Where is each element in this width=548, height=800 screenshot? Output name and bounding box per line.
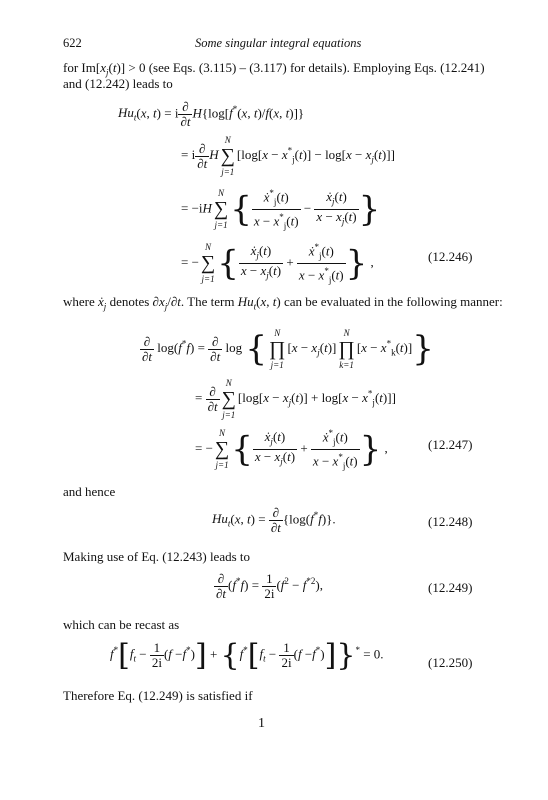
page-fragment: 1: [258, 716, 265, 731]
therefore-text: Therefore Eq. (12.249) is satisfied if: [63, 688, 253, 703]
eq-number-250: (12.250): [428, 655, 473, 670]
eq-number-247: (12.247): [428, 437, 473, 452]
making-use-text: Making use of Eq. (12.243) leads to: [63, 549, 251, 564]
para1-line2: and (12.242) leads to: [63, 76, 173, 91]
eq-number-248: (12.248): [428, 514, 473, 529]
para2: where ẋ$_j$ denotes $\partial x_j/\partial t$. The term $Hu_t(x$, t) can be evaluated in the following manner:: [63, 294, 503, 312]
eq247-line2: = $\frac{\partial}{\partial t}$ N ∑ j=1 $[\log[x - x_j(t)] + \log[x - x^*_j(t)]]$: [195, 378, 396, 420]
eq250: $f^*[f_t$ − $\frac{1}{2i}$ $(f -f^*)] + \{f^*[f_t$ − $\frac{1}{2i}$ (f −f*)]}* = 0.: [110, 638, 384, 673]
page-number: 622: [63, 36, 82, 50]
eq247-line1: $\frac{\partial}{\partial t}$ log(f*f) = $\frac{\partial}{\partial t}$ log { N ∏ j=1 $[x - x_j(t)]$ N ∏ k=1 $[x - x^*_k(t)]$}: [142, 328, 434, 370]
eq246-line4: = − N ∑ j=1 { $\frac{ẋ_j(t)}{x - x_j(t)}$ + $\frac{ẋ^*_j(t)}{x - x^*_j(t)}$ } ,: [181, 242, 374, 285]
eq246-line1: $Hu_t(x$, t) = i $\frac{\partial}{\partial t}$ H{log[f*(x, t)/f(x, t)]}: [118, 99, 305, 129]
eq247-line3: = − N ∑ j=1 { $\frac{ẋ_j(t)}{x - x_j(t)}$ + $\frac{ẋ^*_j(t)}{x - x^*_j(t)}$ } ,: [195, 428, 388, 471]
and-hence-text: and hence: [63, 484, 116, 499]
para1-line1: for $Im[x_j(t)] > 0$ (see Eqs. (3.115) – (3.117) for details). Employing Eqs. (12.241): [63, 60, 485, 78]
eq246-line2: = i $\frac{\partial}{\partial t}$ H N ∑ j=1 $[\log[x - x^*_j(t)] - \log[x - x_j(t)]]$: [181, 135, 395, 177]
running-title: Some singular integral equations: [195, 36, 362, 50]
eq248: $Hu_t(x$, t) = $\frac{\partial}{\partial t}$ {log(f*f)}.: [212, 505, 336, 535]
eq246-line3: = −iH N ∑ j=1 { $\frac{ẋ^*_j(t)}{x - x^*_j(t)}$ − $\frac{ẋ_j(t)}{x - x_j(t)}$ }: [181, 188, 381, 231]
recast-text: which can be recast as: [63, 617, 180, 632]
eq-number-249: (12.249): [428, 580, 473, 595]
eq-number-246: (12.246): [428, 249, 473, 264]
eq249: $\frac{\partial}{\partial t}$ (f*f) = $\frac{1}{2i}$ $(f^2 - f^{*2})$,: [216, 571, 323, 601]
